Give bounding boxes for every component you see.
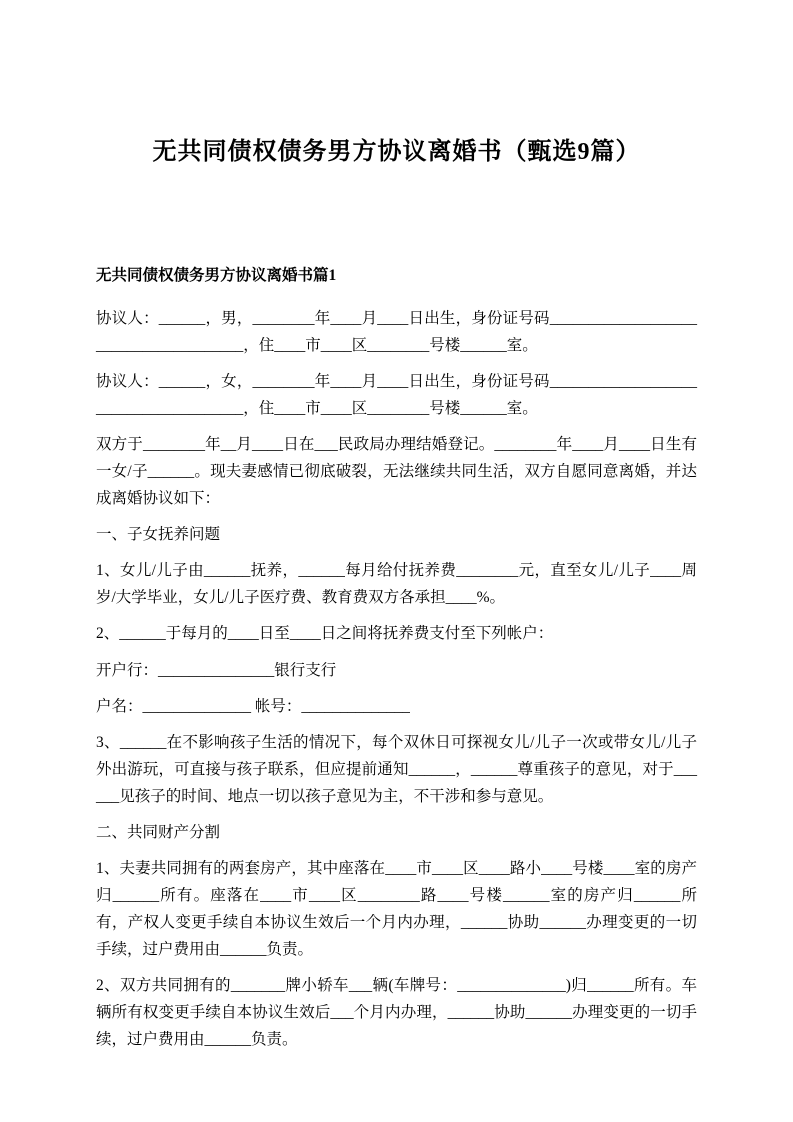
custody-clause-2: 2、______于每月的____日至____日之间将抚养费支付至下列帐户： [96,625,554,642]
property-clause-2: 2、双方共同拥有的_______牌小轿车___辆(车牌号：______________)归______所有。车辆所有权变更手续自本协议生效后___个月内办理，______协助______办理变更的一切手续，过户费用由______负责。 [96,977,697,1048]
bank-branch-line: 开户行：_______________银行支行 [96,662,337,679]
marriage-registration-paragraph: 双方于________年__月____日在___民政局办理结婚登记。________年____月____日生有一女/子______。现夫妻感情已彻底破裂，无法继续共同生活，双方自愿同意离婚，并达成离婚协议如下： [96,436,697,507]
document-body [96,262,697,1053]
custody-clause-1: 1、女儿/儿子由______抚养，______每月给付抚养费________元，直至女儿/儿子____周岁/大学毕业，女儿/儿子医疗费、教育费双方各承担____%。 [96,562,697,606]
document-title: 无共同债权债务男方协议离婚书（甄选9篇） [152,139,641,165]
party-a-paragraph: 协议人：______，男，________年____月____日出生，身份证号码______________________________________，住____市____区________号楼______室。 [96,310,697,354]
section-two-heading: 二、共同财产分割 [96,824,221,841]
party-b-paragraph: 协议人：______，女，________年____月____日出生，身份证号码______________________________________，住____市____区________号楼______室。 [96,373,697,417]
account-name-number-line: 户名：______________ 帐号：______________ [96,698,410,715]
custody-clause-3: 3、______在不影响孩子生活的情况下，每个双休日可探视女儿/儿子一次或带女儿/儿子外出游玩，可直接与孩子联系，但应提前通知______，______尊重孩子的意见，对于______见孩子的时间、地点一切以孩子意见为主，不干涉和参与意见。 [96,734,697,805]
section-heading-part1: 无共同债权债务男方协议离婚书篇1 [96,267,337,284]
property-clause-1: 1、夫妻共同拥有的两套房产，其中座落在____市____区____路小____号楼____室的房产归______所有。座落在____市____区________路____号楼______室的房产归______所有，产权人变更手续自本协议生效后一个月内办理，______协助______办理变更的一切手续，过户费用由______负责。 [96,860,697,958]
section-one-heading: 一、子女抚养问题 [96,526,221,543]
